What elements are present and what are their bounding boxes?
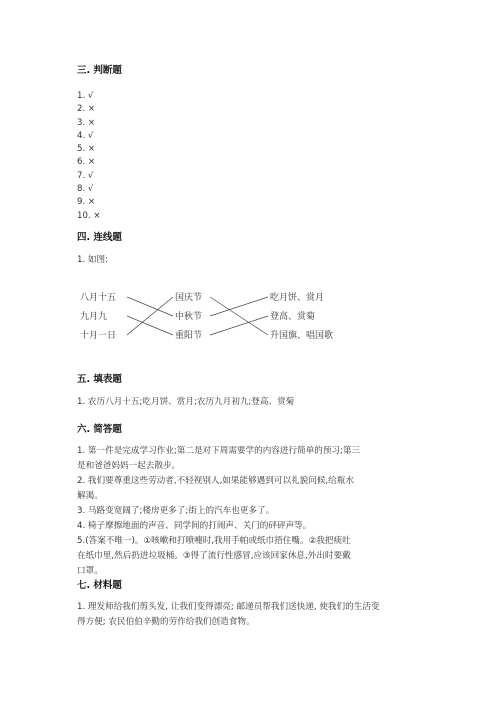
left-item: 九月九	[80, 312, 108, 322]
right-item: 升国旗、唱国歌	[270, 331, 334, 341]
answer-5-line: 在纸巾里,然后扔进垃圾桶。③得了流行性感冒,应该回家休息,外出时要戴	[77, 551, 351, 561]
judgement-item: 3. ×	[77, 117, 96, 128]
answer-2-line: 2. 我们要尊重这些劳动者,不轻视别人,如果能够遇到可以礼貌问候,给瓶水	[77, 476, 354, 486]
left-item: 十月一日	[80, 331, 117, 341]
match-line	[210, 316, 268, 335]
answer-3: 3. 马路变宽阔了;楼房更多了;街上的汽车也更多了。	[77, 506, 275, 516]
judgement-item: 7. √	[77, 170, 94, 181]
judgement-answers	[77, 90, 101, 223]
section-3-title: 三. 判断题	[77, 65, 122, 76]
match-line	[127, 297, 173, 316]
material-answer-line: 得方便; 农民伯伯辛勤的劳作给我们创造食物。	[77, 617, 255, 627]
judgement-item: 2. ×	[77, 104, 96, 115]
section-6-title: 六. 简答题	[77, 424, 122, 435]
match-line	[127, 297, 173, 335]
answer-1-line: 1. 第一件是完成学习作业;第二是对下周需要学的内容进行简单的预习;第三	[77, 446, 361, 456]
right-item: 登高、赏菊	[270, 312, 316, 322]
match-line	[127, 316, 173, 335]
short-answers	[77, 444, 427, 579]
answer-1-line: 是和爸爸妈妈一起去散步。	[77, 461, 181, 471]
material-answer	[77, 600, 427, 630]
answer-5-line: 5.(答案不唯一)。①咳嗽和打喷嚏时,我用手帕或纸巾捂住嘴。②我把痰吐	[77, 536, 351, 546]
middle-item: 国庆节	[175, 293, 203, 303]
answer-2-line: 解渴。	[77, 491, 103, 501]
judgement-item: 10. ×	[77, 210, 101, 221]
match-line	[210, 297, 268, 335]
judgement-item: 4. √	[77, 130, 94, 141]
answer-4: 4. 椅子摩擦地面的声音、同学间的打闹声、关门的砰砰声等。	[77, 521, 312, 531]
material-answer-line: 1. 理发师给我们剪头发, 让我们变得漂亮; 邮递员帮我们送快递, 使我们的生活变	[77, 602, 380, 612]
matching-diagram	[70, 285, 370, 345]
judgement-item: 5. ×	[77, 144, 96, 155]
judgement-item: 9. ×	[77, 197, 96, 208]
middle-item: 中秋节	[175, 312, 203, 322]
section-7-title: 七. 材料题	[77, 580, 122, 591]
judgement-item: 1. √	[77, 91, 94, 101]
match-line	[210, 297, 268, 316]
fill-table-answer: 1. 农历八月十五;吃月饼、赏月;农历九月初九;登高、赏菊	[77, 397, 295, 407]
judgement-item: 6. ×	[77, 157, 96, 168]
judgement-item: 8. √	[77, 184, 94, 195]
answer-5-line: 口罩。	[77, 566, 103, 576]
matching-intro: 1. 如图:	[77, 255, 109, 265]
right-item: 吃月饼、赏月	[270, 293, 325, 303]
left-item: 八月十五	[80, 293, 117, 303]
section-5-title: 五. 填表题	[77, 374, 122, 385]
middle-item: 重阳节	[175, 331, 203, 341]
section-4-title: 四. 连线题	[77, 232, 122, 243]
